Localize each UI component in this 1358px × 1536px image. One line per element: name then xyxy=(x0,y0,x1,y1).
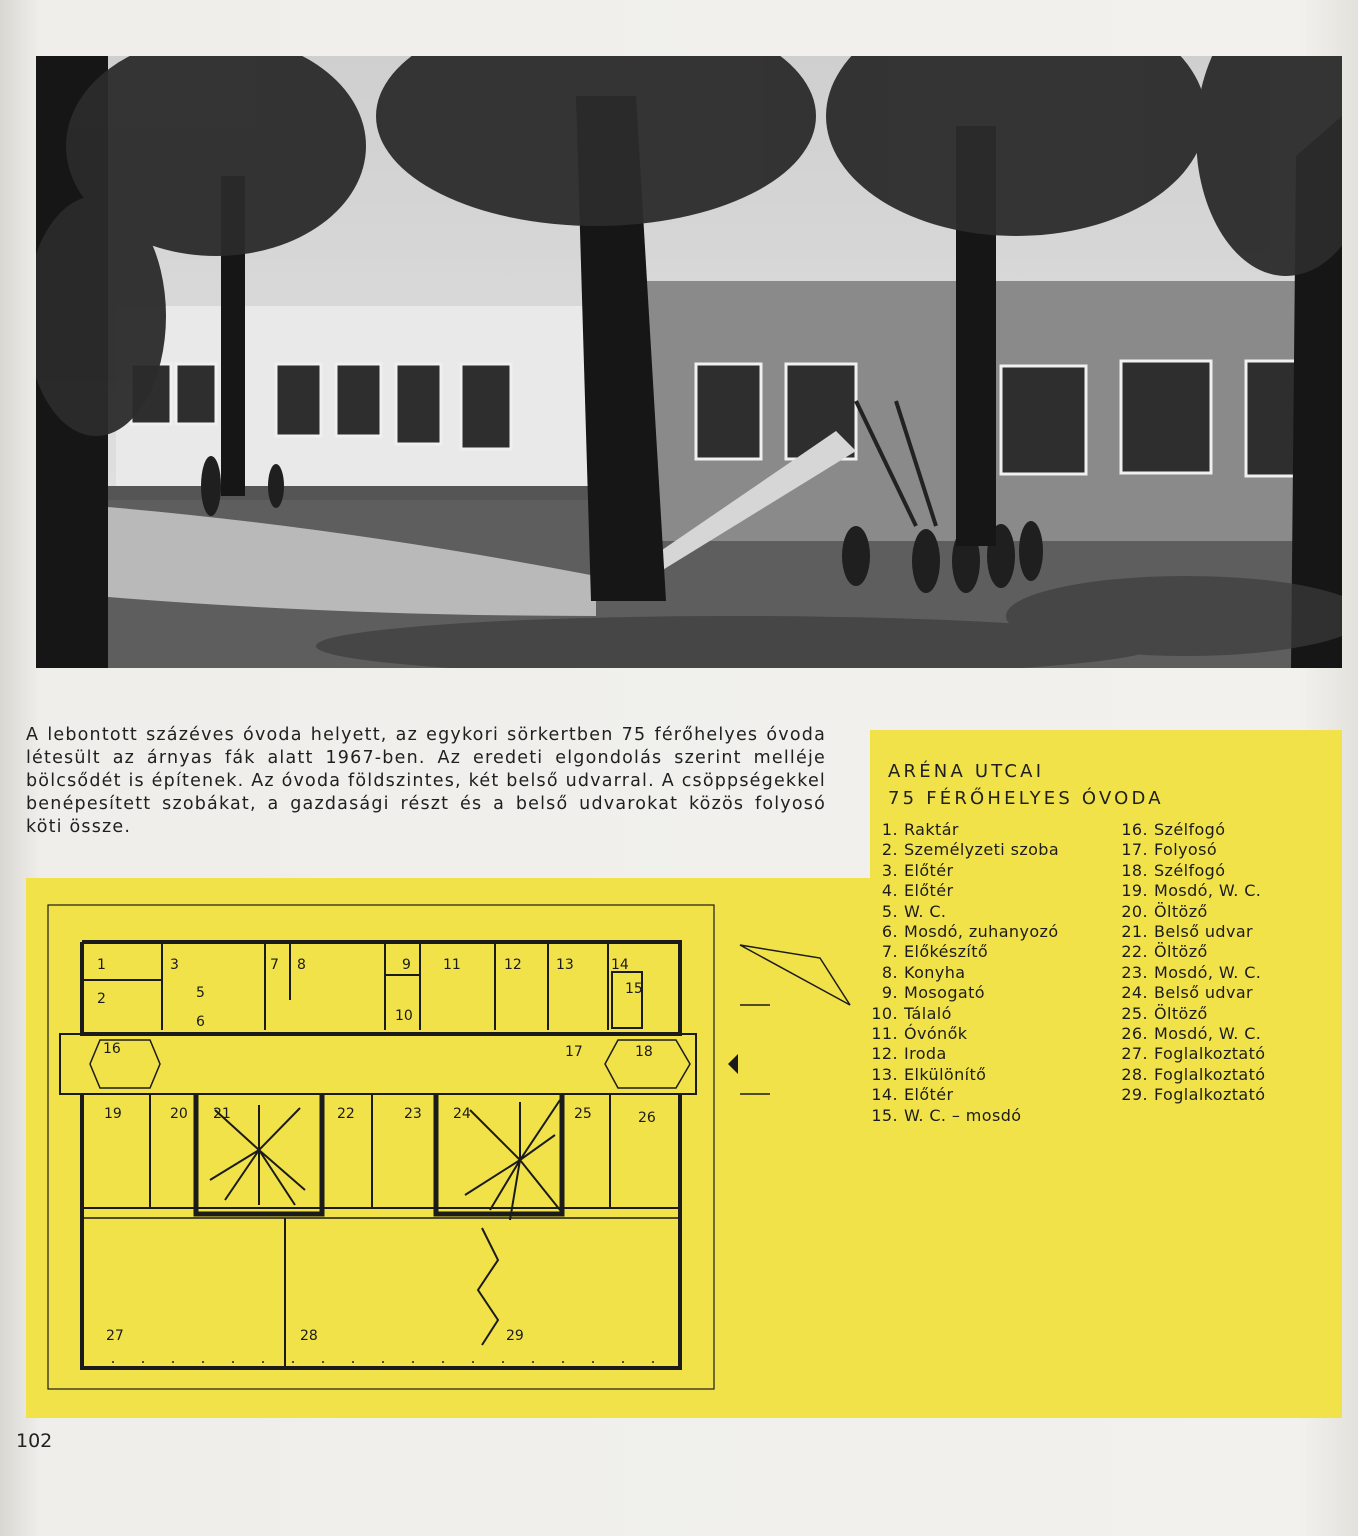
legend-title-line2: 75 FÉRŐHELYES ÓVODA xyxy=(888,788,1164,809)
legend-item: 9. Mosogató xyxy=(881,983,985,1003)
legend-item: 21. Belső udvar xyxy=(1121,922,1254,942)
plan-label-7: 7 xyxy=(270,957,279,973)
plan-label-12: 12 xyxy=(504,957,522,973)
legend-item: 10. Tálaló xyxy=(871,1003,952,1023)
legend-item: 1. Raktár xyxy=(881,820,959,839)
plan-label-23: 23 xyxy=(404,1106,422,1122)
legend-item: 16. Szélfogó xyxy=(1121,820,1226,839)
plan-label-20: 20 xyxy=(170,1106,188,1122)
legend-item: 6. Mosdó, zuhanyozó xyxy=(881,922,1059,942)
legend-item: 11. Óvónők xyxy=(871,1024,968,1044)
legend-list-right xyxy=(1120,820,1266,1106)
legend-item: 24. Belső udvar xyxy=(1121,983,1254,1003)
legend-item: 28. Foglalkoztató xyxy=(1121,1064,1266,1084)
plan-label-19: 19 xyxy=(104,1106,122,1122)
legend-item: 18. Szélfogó xyxy=(1121,860,1226,880)
plan-label-24: 24 xyxy=(453,1106,471,1122)
plan-label-5: 5 xyxy=(196,985,205,1001)
page-number: 102 xyxy=(16,1430,53,1452)
plan-label-17: 17 xyxy=(565,1044,583,1060)
legend-item: 14. Előtér xyxy=(871,1085,954,1105)
legend-item: 8. Konyha xyxy=(881,962,966,982)
legend-item: 23. Mosdó, W. C. xyxy=(1121,962,1262,982)
legend-title-line1: ARÉNA UTCAI xyxy=(888,761,1045,782)
plan-label-14: 14 xyxy=(611,957,629,973)
plan-label-1: 1 xyxy=(97,957,106,973)
plan-label-8: 8 xyxy=(297,957,306,973)
plan-label-25: 25 xyxy=(574,1106,592,1122)
plan-label-11: 11 xyxy=(443,957,461,973)
legend-item: 19. Mosdó, W. C. xyxy=(1121,881,1262,901)
legend-item: 22. Öltöző xyxy=(1121,942,1208,962)
legend-item: 25. Öltöző xyxy=(1121,1003,1208,1023)
plan-label-27: 27 xyxy=(106,1328,124,1344)
legend-item: 7. Előkészítő xyxy=(881,942,989,962)
legend-title xyxy=(888,758,1164,812)
plan-label-21: 21 xyxy=(213,1106,231,1122)
intro-paragraph: A lebontott százéves óvoda helyett, az egykori sörkertben 75 férőhelyes óvoda létesült az árnyas fák alatt 1967-ben. Az eredeti elgondolás szerint melléje bölcsődét is építenek. Az óvoda földszintes, két belső udvarral. A csöppségekkel benépesített szobákat, a gazdasági részt és a belső udvarokat közös folyosó köti össze. xyxy=(26,725,826,837)
plan-label-13: 13 xyxy=(556,957,574,973)
legend-item: 13. Elkülönítő xyxy=(871,1064,987,1084)
legend-list-left xyxy=(870,820,1059,1126)
legend-item: 26. Mosdó, W. C. xyxy=(1121,1024,1262,1044)
legend-item: 17. Folyosó xyxy=(1121,840,1218,860)
plan-label-26: 26 xyxy=(638,1110,656,1126)
legend-item: 2. Személyzeti szoba xyxy=(881,840,1060,860)
plan-label-10: 10 xyxy=(395,1008,413,1024)
plan-label-3: 3 xyxy=(170,957,179,973)
legend-item: 29. Foglalkoztató xyxy=(1121,1085,1266,1105)
legend-item: 27. Foglalkoztató xyxy=(1121,1044,1266,1064)
plan-label-18: 18 xyxy=(635,1044,653,1060)
plan-label-2: 2 xyxy=(97,991,106,1007)
plan-label-29: 29 xyxy=(506,1328,524,1344)
plan-label-15: 15 xyxy=(625,981,643,997)
legend-item: 12. Iroda xyxy=(871,1044,947,1064)
legend-item: 15. W. C. – mosdó xyxy=(871,1105,1022,1125)
plan-label-16: 16 xyxy=(103,1041,121,1057)
plan-label-28: 28 xyxy=(300,1328,318,1344)
legend-item: 4. Előtér xyxy=(881,881,954,901)
plan-label-22: 22 xyxy=(337,1106,355,1122)
legend-item: 20. Öltöző xyxy=(1121,901,1208,921)
plan-label-6: 6 xyxy=(196,1014,205,1030)
legend-item: 3. Előtér xyxy=(881,860,954,880)
plan-label-9: 9 xyxy=(402,957,411,973)
legend-item: 5. W. C. xyxy=(881,901,947,921)
